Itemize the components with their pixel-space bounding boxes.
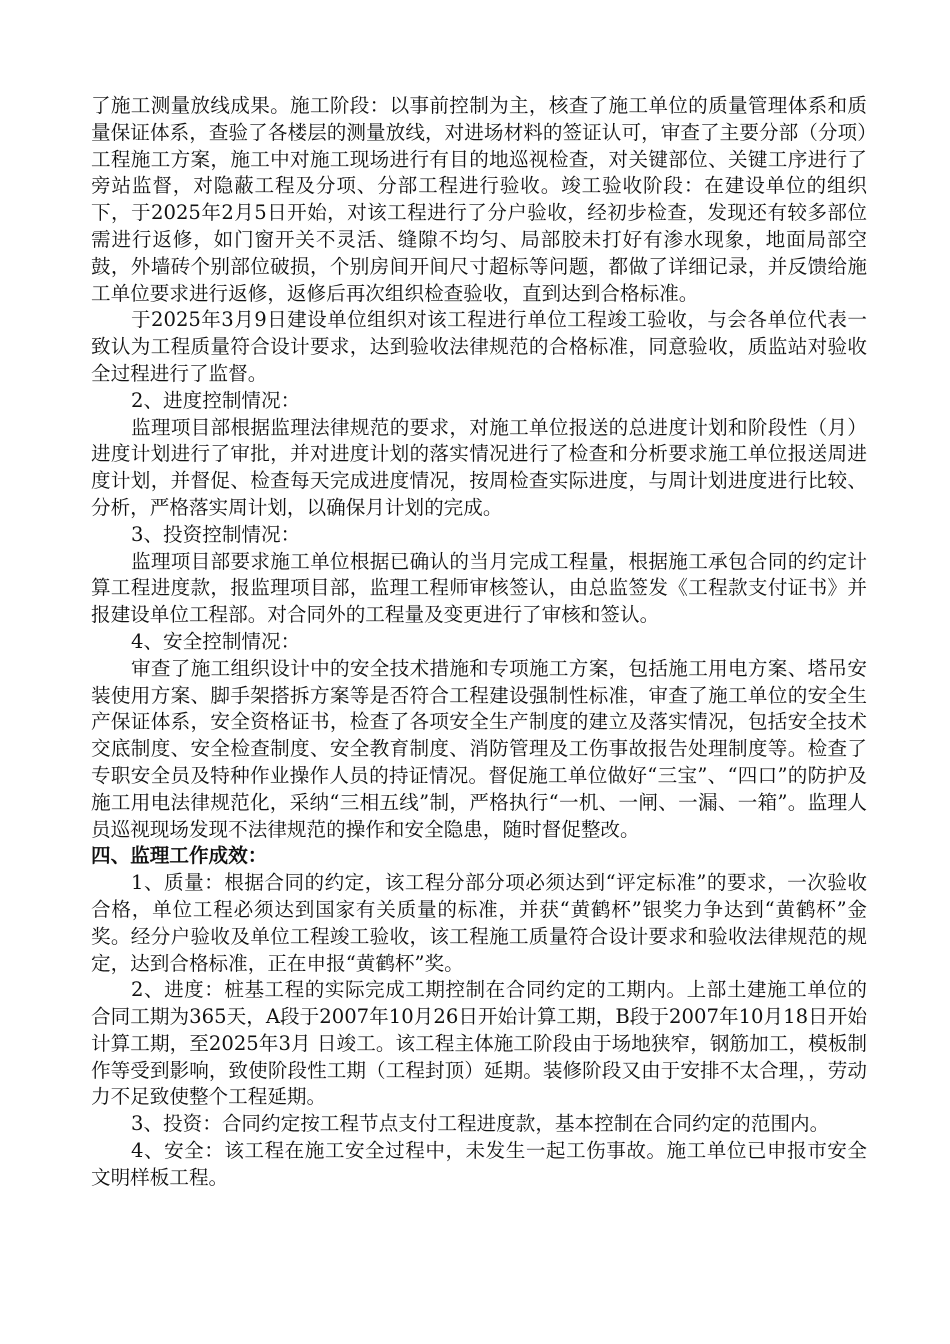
paragraph-construction-stages: 了施工测量放线成果。施工阶段：以事前控制为主，核查了施工单位的质量管理体系和质量保证体系，查验了各楼层的测量放线，对进场材料的签证认可，审查了主要分部（分项）工程施工方案，施工中对施工现场进行有目的地巡视检查，对关键部位、关键工序进行了旁站监督，对隐蔽工程及分项、分部工程进行验收。竣工验收阶段：在建设单位的组织下，于2025年2月5日开始，对该工程进行了分户验收，经初步检查，发现还有较多部位需进行返修，如门窗开关不灵活、缝隙不均匀、局部胶未打好有渗水现象，地面局部空鼓，外墙砖个别部位破损，个别房间开间尺寸超标等问题，都做了详细记录，并反馈给施工单位要求进行返修，返修后再次组织检查验收，直到达到合格标准。 bbox=[91, 94, 867, 305]
paragraph-investment-control: 监理项目部要求施工单位根据已确认的当月完成工程量，根据施工承包合同的约定计算工程进度款，报监理项目部，监理工程师审核签认，由总监签发《工程款支付证书》并报建设单位工程部。对合同外的工程量及变更进行了审核和签认。 bbox=[91, 549, 867, 627]
paragraph-result-safety: 4、安全：该工程在施工安全过程中，未发生一起工伤事故。施工单位已申报市安全文明样板工程。 bbox=[91, 1139, 867, 1189]
section-heading-results: 四、监理工作成效： bbox=[91, 844, 268, 868]
paragraph-safety-control: 审查了施工组织设计中的安全技术措施和专项施工方案，包括施工用电方案、塔吊安装使用方案、脚手架搭拆方案等是否符合工程建设强制性标准，审查了施工单位的安全生产保证体系，安全资格证书，检查了各项安全生产制度的建立及落实情况，包括安全技术交底制度、安全检查制度、安全教育制度、消防管理及工伤事故报告处理制度等。检查了专职安全员及特种作业操作人员的持证情况。督促施工单位做好“三宝”、“四口”的防护及施工用电法律规范化，采纳“三相五线”制，严格执行“一机、一闸、一漏、一箱”。监理人员巡视现场发现不法律规范的操作和安全隐患，随时督促整改。 bbox=[91, 656, 867, 841]
paragraph-result-quality: 1、质量：根据合同的约定，该工程分部分项必须达到“评定标准”的要求，一次验收合格，单位工程必须达到国家有关质量的标准，并获“黄鹤杯”银奖力争达到“黄鹤杯”金奖。经分户验收及单位工程竣工验收，该工程施工质量符合设计要求和验收法律规范的规定，达到合格标准，正在申报“黄鹤杯”奖。 bbox=[91, 871, 867, 975]
subheading-investment-control: 3、投资控制情况： bbox=[131, 522, 301, 546]
document-page bbox=[91, 93, 867, 1192]
paragraph-schedule-control: 监理项目部根据监理法律规范的要求，对施工单位报送的总进度计划和阶段性（月）进度计划进行了审批，并对进度计划的落实情况进行了检查和分析要求施工单位报送周进度计划，并督促、检查每天完成进度情况，按周检查实际进度，与周计划进度进行比较、分析，严格落实周计划，以确保月计划的完成。 bbox=[91, 415, 867, 519]
paragraph-result-investment: 3、投资：合同约定按工程节点支付工程进度款，基本控制在合同约定的范围内。 bbox=[131, 1112, 830, 1136]
paragraph-completion-acceptance: 于2025年3月9日建设单位组织对该工程进行单位工程竣工验收，与会各单位代表一致认为工程质量符合设计要求，达到验收法律规范的合格标准，同意验收，质监站对验收全过程进行了监督。 bbox=[91, 308, 867, 385]
subheading-schedule-control: 2、进度控制情况： bbox=[131, 388, 301, 412]
paragraph-result-schedule: 2、进度：桩基工程的实际完成工期控制在合同约定的工期内。上部土建施工单位的合同工期为365天，A段于2007年10月26日开始计算工期，B段于2007年10月18日开始计算工期，至2025年3月 日竣工。该工程主体施工阶段由于场地狭窄，钢筋加工，模板制作等受到影响，致使阶段性工期（工程封顶）延期。装修阶段又由于安排不太合理，，劳动力不足致使整个工程延期。 bbox=[91, 978, 867, 1109]
subheading-safety-control: 4、安全控制情况： bbox=[131, 629, 301, 653]
